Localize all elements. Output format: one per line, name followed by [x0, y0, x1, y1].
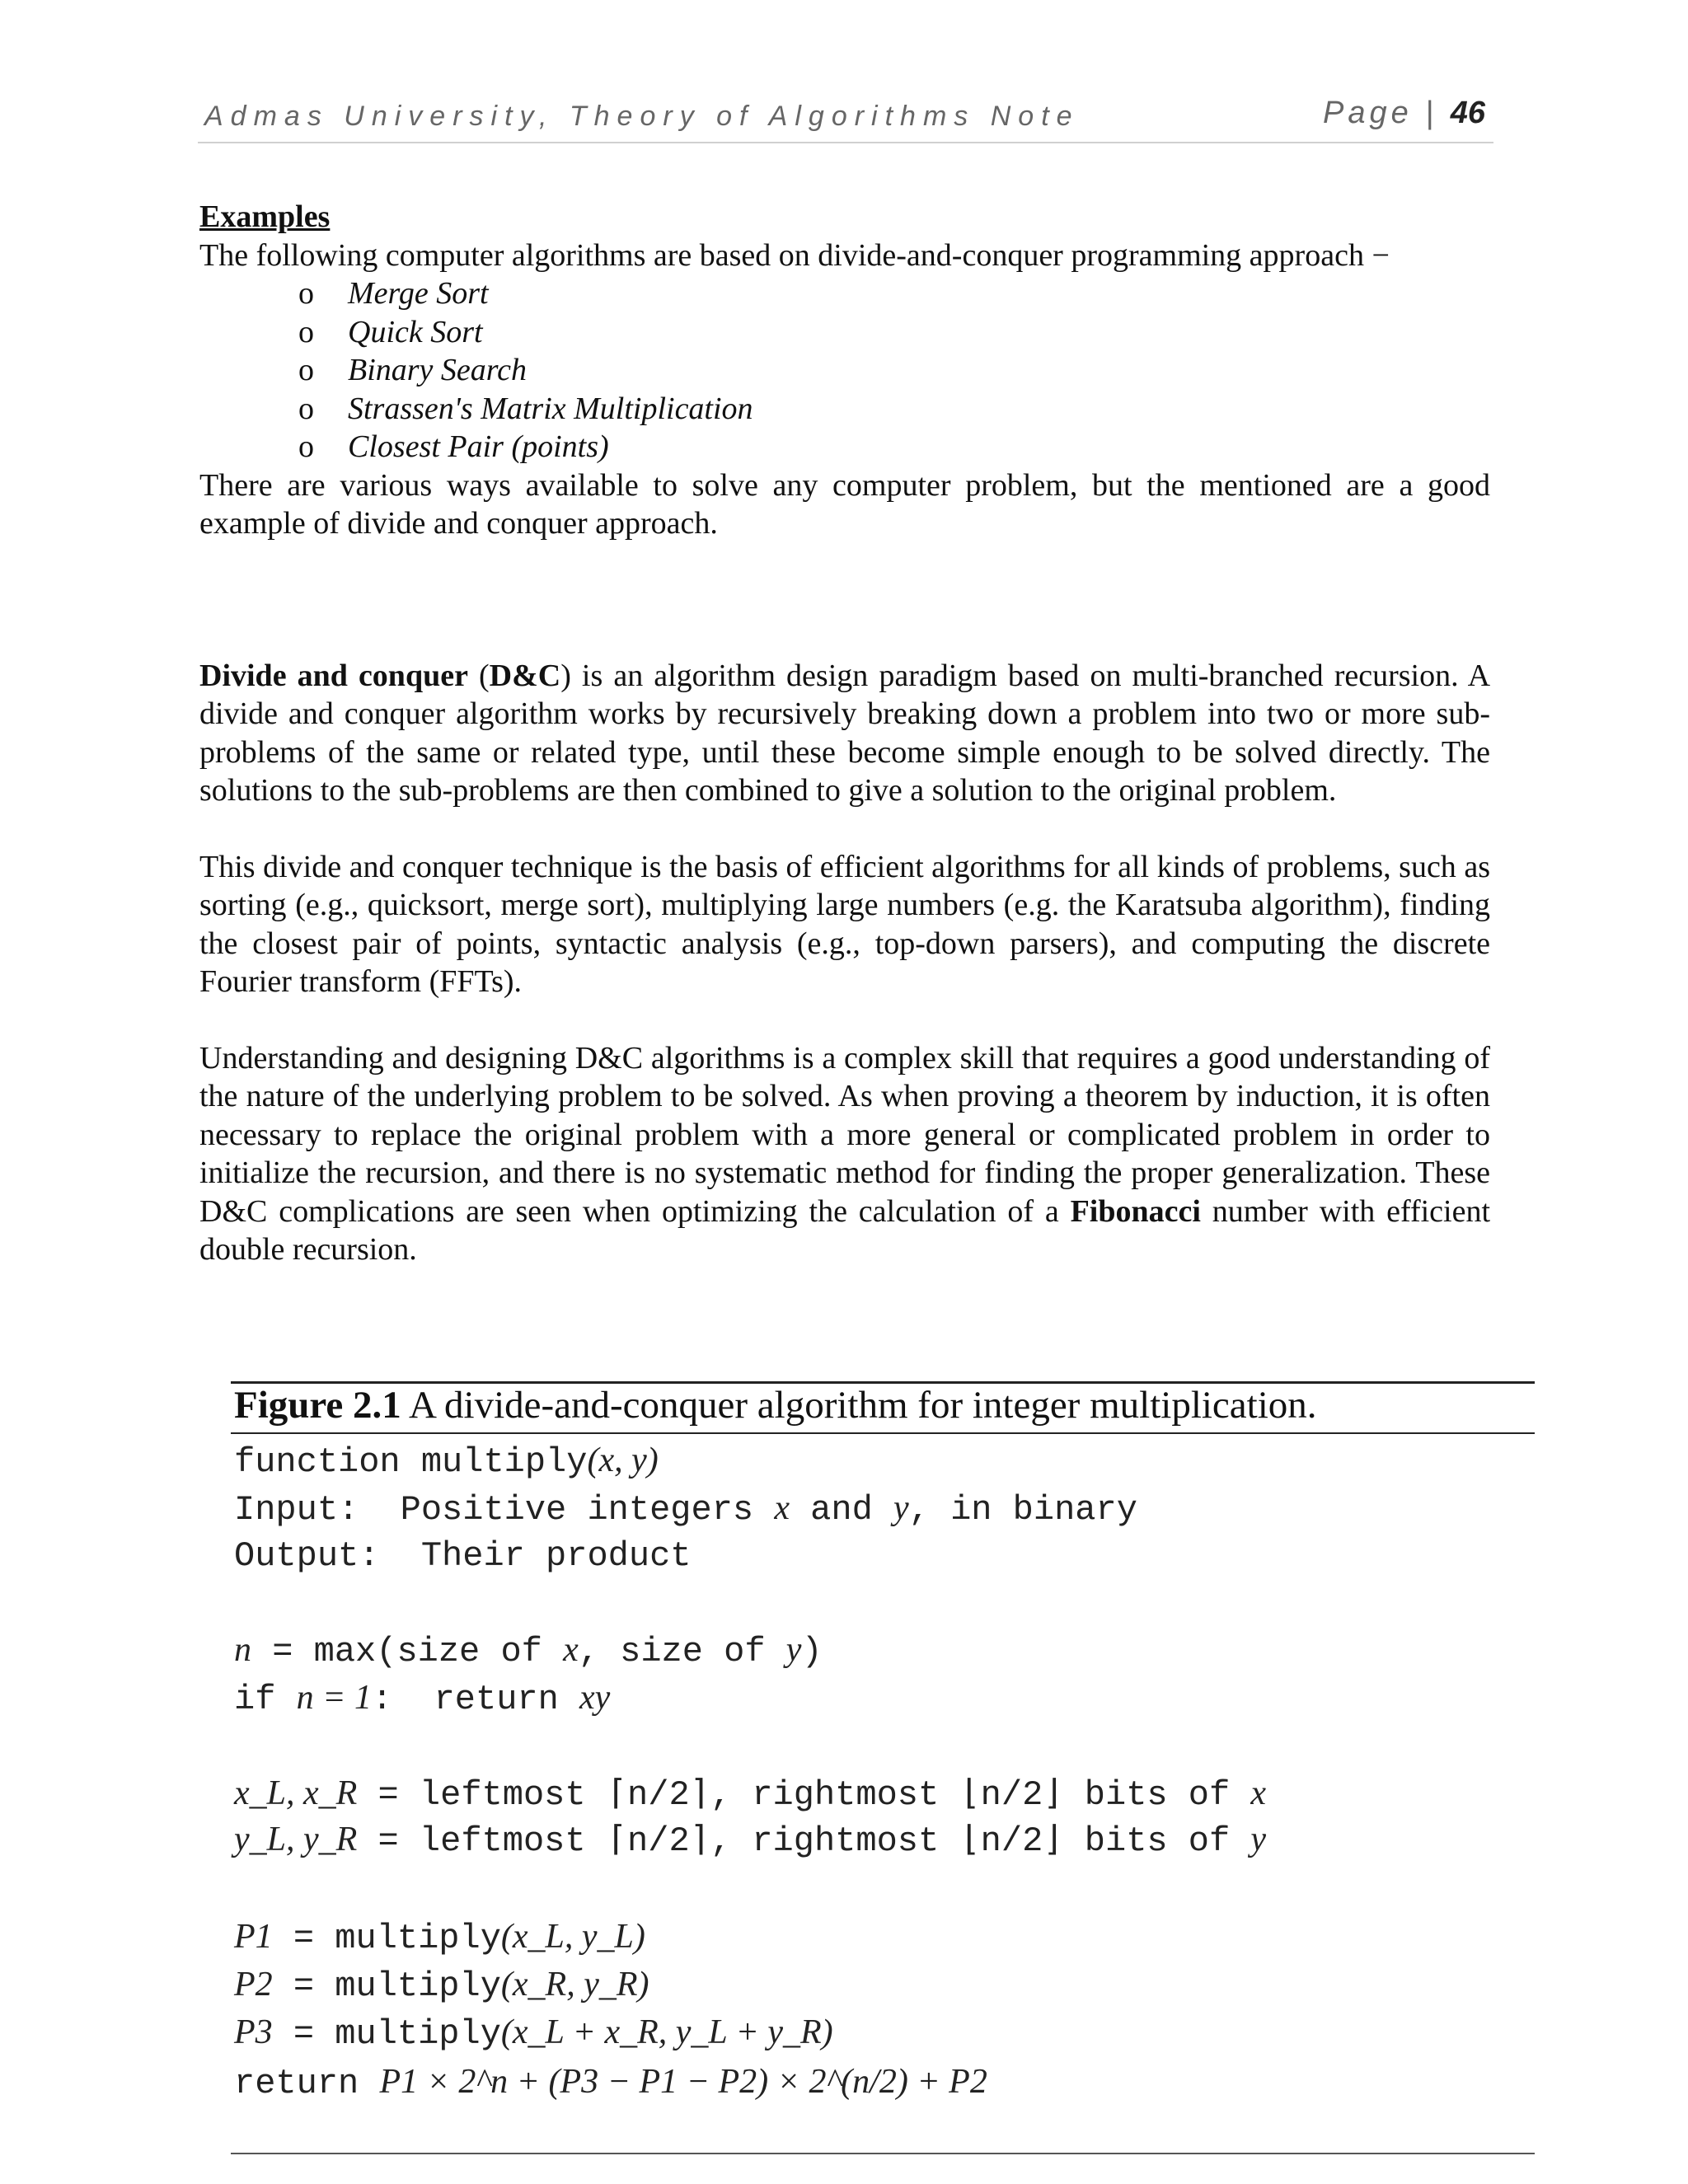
dc-paragraph-1-text: ) is an algorithm design paradigm based on multi-branched recursion. A divide and conquer algorithm works by recursively breaking down a problem into two or more sub-problems of the same or related type, until these become simple enough to be solved directly. The solutions to the sub-problems are then combined to give a solution to the original problem.: [199, 658, 1491, 808]
code-text: if: [234, 1680, 297, 1719]
page-indicator: [1323, 96, 1485, 131]
code-text: leftmost ⌈n/2⌉, rightmost ⌊n/2⌋ bits of: [419, 1775, 1251, 1815]
code-var: x_L, x_R: [234, 1774, 358, 1812]
bullet-icon: o: [298, 276, 314, 311]
code-p3-line: [234, 2013, 833, 2054]
dc-paragraph-3-end: number with efficient double recursion.: [199, 1193, 1490, 1267]
dc-abbr-open: (: [467, 658, 490, 693]
code-text: multiply: [335, 1919, 501, 1958]
dc-paragraph-3-text: Understanding and designing D&C algorithms is a complex skill that requires a good understanding of the nature of the underlying problem to be solved. As when proving a theorem by induction, it is often necessary to replace the original problem with a more general or complicated problem in order to initialize the recursion, and there is no systematic method for finding the proper generalization. These D&C complications are seen when optimizing the calculation of a: [199, 1040, 1490, 1229]
dc-term: Divide and conquer: [199, 658, 468, 693]
examples-intro: The following computer algorithms are based on divide-and-conquer programming approach −: [199, 237, 1390, 273]
list-item: [199, 351, 1490, 390]
code-var: y: [893, 1489, 909, 1527]
page-number: 46: [1450, 96, 1485, 130]
list-item: [199, 428, 1490, 466]
code-n-line: [234, 1630, 823, 1671]
code-text: , in binary: [908, 1490, 1137, 1530]
list-item: [199, 313, 1490, 352]
list-item: [199, 274, 1490, 313]
bullet-icon: o: [298, 391, 314, 426]
code-text: =: [272, 2014, 335, 2054]
bullet-icon: o: [298, 429, 314, 464]
figure-caption: [234, 1383, 1317, 1427]
code-text: and: [789, 1490, 893, 1530]
dc-paragraph-3: [199, 1039, 1490, 1269]
code-p1-line: [234, 1917, 645, 1958]
list-item-label: Binary Search: [348, 353, 528, 387]
code-input-text: Input: Positive integers: [234, 1490, 775, 1530]
code-function-args: (x, y): [587, 1441, 659, 1479]
figure-caption-text: A divide-and-conquer algorithm for integer multiplication.: [401, 1384, 1317, 1427]
code-var: y: [785, 1631, 802, 1669]
code-text: : return: [371, 1680, 580, 1719]
code-text: leftmost ⌈n/2⌉, rightmost ⌊n/2⌋ bits of: [419, 1821, 1251, 1861]
code-var: n: [234, 1631, 251, 1669]
examples-outro: There are various ways available to solve any computer problem, but the mentioned are a good example of divide and conquer approach.: [199, 467, 1490, 541]
code-text: ): [801, 1632, 823, 1671]
code-var: n = 1: [296, 1679, 372, 1717]
code-var: xy: [579, 1679, 611, 1717]
bullet-icon: o: [298, 353, 314, 387]
page-header: [198, 92, 1493, 143]
code-var: x: [563, 1631, 579, 1669]
fibonacci-term: Fibonacci: [1070, 1193, 1201, 1229]
code-var: (x_L, y_L): [500, 1918, 645, 1956]
code-var: x: [1250, 1774, 1267, 1812]
figure-label: Figure 2.1: [234, 1384, 401, 1427]
page-label: Page |: [1322, 96, 1438, 130]
code-text: =: [357, 1775, 420, 1815]
list-item: [199, 390, 1490, 429]
code-text: return: [234, 2064, 380, 2103]
code-text: multiply: [335, 2014, 501, 2054]
figure-bottom-rule: [231, 2153, 1535, 2154]
list-item-label: Merge Sort: [348, 276, 489, 311]
code-text: =: [272, 1966, 335, 2006]
code-return-line: [234, 2062, 987, 2103]
code-text: multiply: [335, 1966, 501, 2006]
dc-paragraph-2: This divide and conquer technique is the basis of efficient algorithms for all kinds of problems, such as sorting (e.g., quicksort, merge sort), multiplying large numbers (e.g. the Karatsuba algorithm), finding the closest pair of points, syntactic analysis (e.g., top-down parsers), and computing the discrete Fourier transform (FFTs).: [199, 849, 1490, 999]
list-item-label: Quick Sort: [348, 314, 483, 349]
code-if-line: [234, 1678, 610, 1719]
code-text: =: [357, 1821, 420, 1861]
list-item-label: Closest Pair (points): [348, 429, 609, 464]
code-text: =: [272, 1919, 335, 1958]
code-var: P1 × 2^n + (P3 − P1 − P2) × 2^(n/2) + P2: [379, 2063, 987, 2101]
figure-2-1: [231, 1381, 1535, 2156]
examples-heading: Examples: [199, 199, 331, 234]
document-body: [199, 198, 1490, 1269]
code-var: (x_L + x_R, y_L + y_R): [500, 2013, 833, 2051]
code-p2-line: [234, 1965, 649, 2006]
code-var: (x_R, y_R): [500, 1966, 649, 2004]
bullet-icon: o: [298, 314, 314, 349]
code-function-keyword: function multiply: [234, 1442, 588, 1482]
code-text: , size of: [578, 1632, 786, 1671]
code-text: =: [251, 1632, 314, 1671]
code-var: P3: [234, 2013, 273, 2051]
code-var: y_L, y_R: [234, 1821, 358, 1858]
dc-abbr: D&C: [489, 658, 561, 693]
dc-paragraph-1: [199, 657, 1490, 810]
list-item-label: Strassen's Matrix Multiplication: [348, 391, 753, 426]
code-x-split-line: [234, 1772, 1266, 1815]
code-var: P2: [234, 1966, 273, 2004]
code-text: max(size of: [313, 1632, 564, 1671]
code-output-line: Output: Their product: [234, 1536, 692, 1576]
code-y-split-line: [234, 1818, 1266, 1861]
figure-caption-rule: [231, 1432, 1535, 1434]
code-var: P1: [234, 1918, 273, 1956]
code-var: x: [774, 1489, 790, 1527]
code-signature: [234, 1441, 659, 1482]
code-var: y: [1250, 1821, 1267, 1858]
examples-list: [199, 274, 1490, 466]
header-title: Admas University, Theory of Algorithms Note: [204, 101, 1080, 132]
code-input-line: [234, 1488, 1137, 1530]
